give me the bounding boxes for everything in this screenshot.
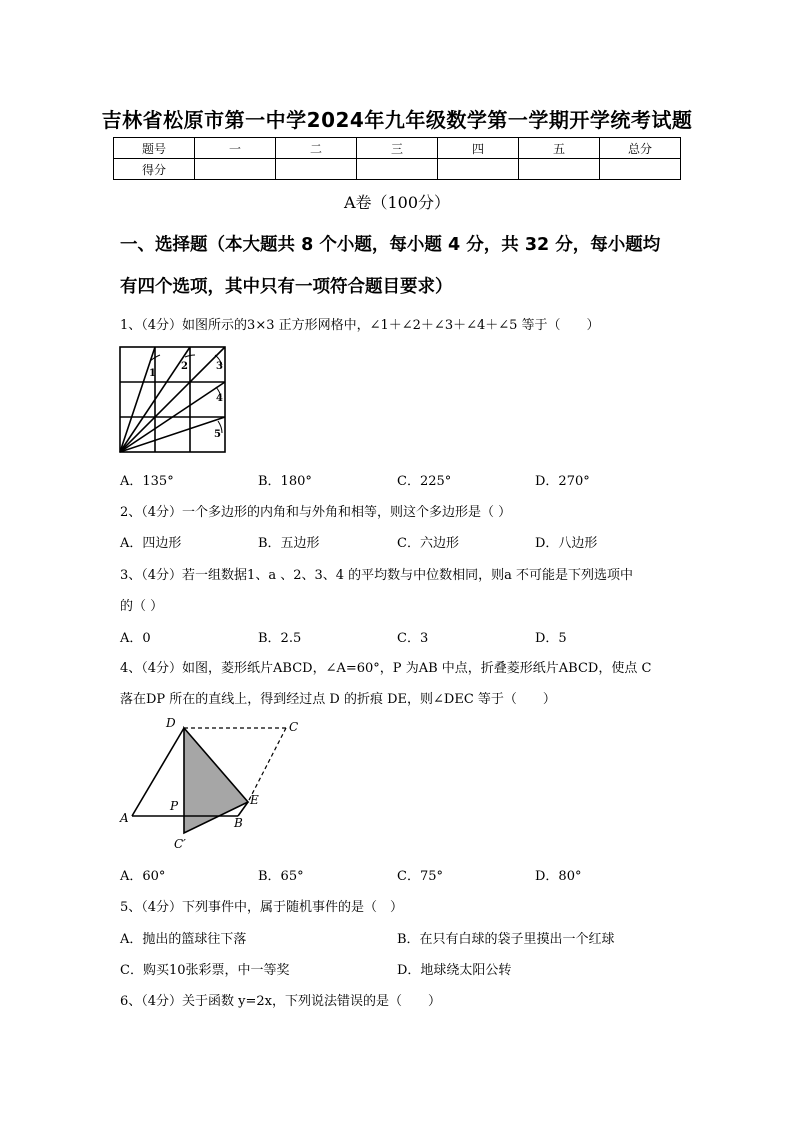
question-2-stem: 2、（4分）一个多边形的内角和与外角和相等，则这个多边形是（ ）	[120, 505, 512, 520]
question-3-option: D．5	[535, 631, 567, 646]
question-2-option: A．四边形	[120, 536, 182, 551]
angle-label: 5	[214, 429, 221, 440]
score-header-cell: 二	[276, 138, 357, 159]
score-cell	[519, 159, 600, 180]
question-3-option: C．3	[397, 631, 429, 646]
score-row-label: 得分	[114, 159, 195, 180]
part1-heading-line1: 一、选择题（本大题共 8 个小题，每小题 4 分，共 32 分，每小题均	[120, 235, 661, 255]
question-4-rhombus-figure	[114, 712, 314, 858]
point-label-P: P	[170, 799, 179, 813]
question-1-grid-figure	[118, 345, 230, 455]
score-cell	[195, 159, 276, 180]
score-cell	[438, 159, 519, 180]
angle-ray	[120, 347, 225, 452]
score-table-score-row	[114, 159, 681, 180]
angle-label: 4	[216, 393, 223, 404]
question-4-option: C．75°	[397, 869, 443, 884]
score-header-cell: 一	[195, 138, 276, 159]
score-cell	[276, 159, 357, 180]
question-4-stem-line2: 落在DP 所在的直线上，得到经过点 D 的折痕 DE，则∠DEC 等于（ ）	[120, 692, 556, 707]
question-2-option: D．八边形	[535, 536, 598, 551]
score-cell	[600, 159, 681, 180]
question-4-option: A．60°	[120, 869, 166, 884]
score-header-cell: 三	[357, 138, 438, 159]
question-3-option: A．0	[120, 631, 151, 646]
point-label-E: E	[250, 793, 259, 807]
question-1-option: D．270°	[535, 474, 590, 489]
angle-ray	[120, 347, 155, 452]
score-header-cell: 四	[438, 138, 519, 159]
question-3-stem-line2: 的（ ）	[120, 599, 164, 614]
question-5-option: D．地球绕太阳公转	[397, 963, 512, 978]
angle-label: 1	[149, 368, 156, 379]
score-header-cell: 五	[519, 138, 600, 159]
angle-label: 2	[181, 361, 188, 372]
point-label-C: C	[289, 720, 299, 734]
side-CE-dashed	[248, 728, 286, 802]
question-5-stem: 5、（4分）下列事件中，属于随机事件的是（ ）	[120, 900, 404, 915]
question-4-option: D．80°	[535, 869, 582, 884]
score-table	[113, 137, 681, 180]
question-5-option: B．在只有白球的袋子里摸出一个红球	[397, 932, 615, 947]
question-3-stem-line1: 3、（4分）若一组数据1、a 、2、3、4 的平均数与中位数相同，则a 不可能是下列选项中	[120, 568, 634, 583]
angle-ray	[120, 417, 225, 452]
exam-title: 吉林省松原市第一中学2024年九年级数学第一学期开学统考试题	[101, 108, 693, 132]
question-1-option: A．135°	[120, 474, 174, 489]
question-3-option: B．2.5	[258, 631, 302, 646]
question-1-stem: 1、（4分）如图所示的3×3 正方形网格中，∠1＋∠2＋∠3＋∠4＋∠5 等于（ ）	[120, 318, 600, 333]
question-2-option: B．五边形	[258, 536, 320, 551]
angle-label: 3	[216, 361, 223, 372]
question-1-option: C．225°	[397, 474, 452, 489]
point-label-B: B	[234, 816, 243, 830]
part1-heading-line2: 有四个选项，其中只有一项符合题目要求）	[120, 277, 453, 297]
question-2-option: C．六边形	[397, 536, 459, 551]
point-label-A: A	[120, 811, 129, 825]
section-a-heading: A卷（100分）	[343, 193, 451, 212]
question-4-option: B．65°	[258, 869, 304, 884]
question-6-stem: 6、（4分）关于函数 y=2x，下列说法错误的是（ ）	[120, 994, 442, 1009]
question-5-option: A．抛出的篮球往下落	[120, 932, 247, 947]
question-4-stem-line1: 4、（4分）如图，菱形纸片ABCD，∠A=60°，P 为AB 中点，折叠菱形纸片ABCD，使点 C	[120, 661, 652, 676]
point-label-C-prime: C′	[174, 837, 186, 851]
point-label-D: D	[166, 716, 176, 730]
score-header-cell: 题号	[114, 138, 195, 159]
score-header-cell: 总分	[600, 138, 681, 159]
score-table-header-row	[114, 138, 681, 159]
score-cell	[357, 159, 438, 180]
question-5-option: C．购买10张彩票，中一等奖	[120, 963, 290, 978]
question-1-option: B．180°	[258, 474, 312, 489]
